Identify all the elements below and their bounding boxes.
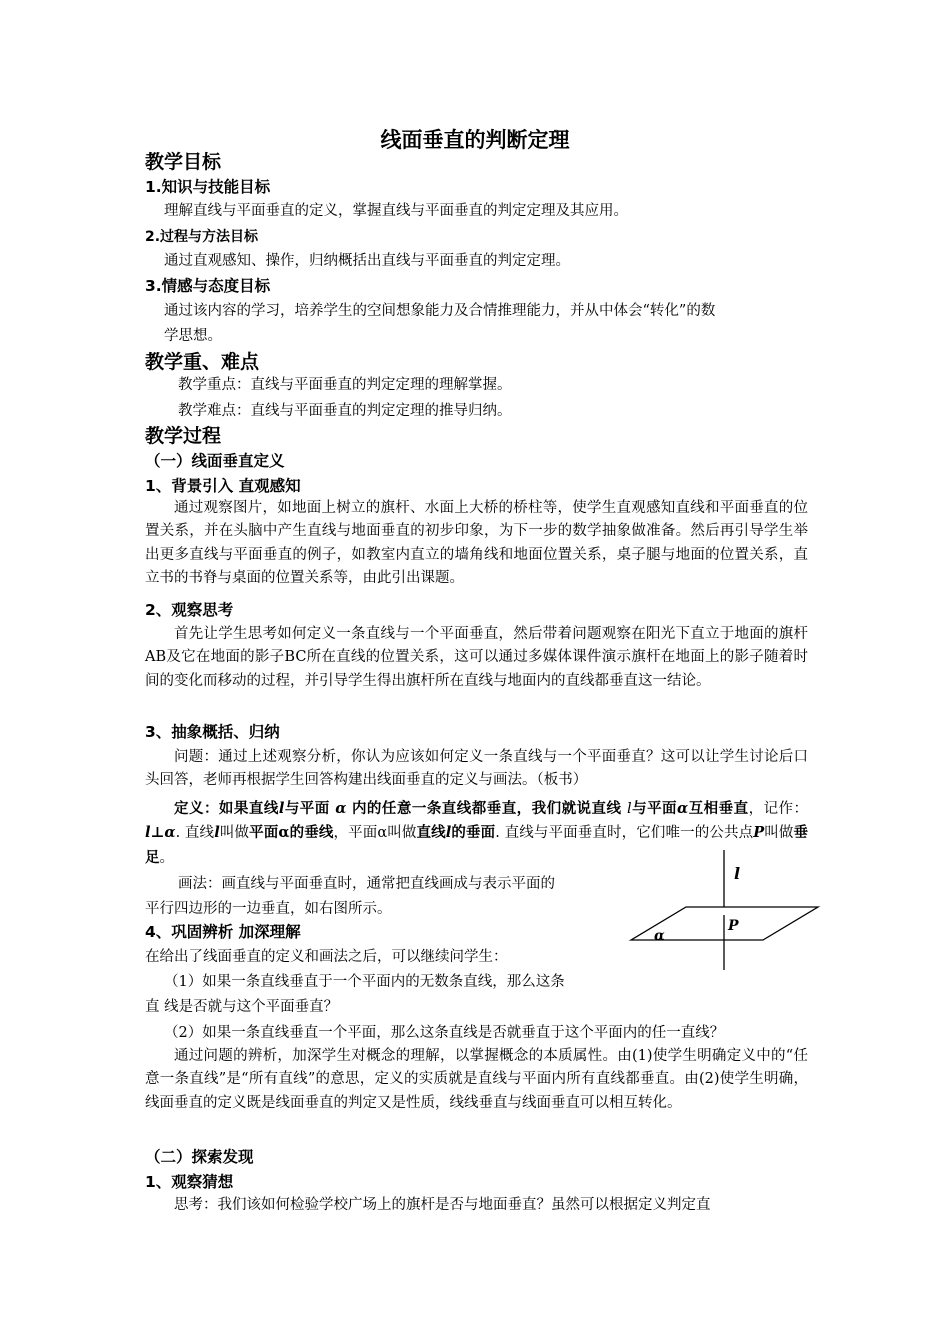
part-2-sub-1-heading: 1、观察猜想 <box>145 1173 234 1191</box>
sub-4-heading: 4、巩固辨析 加深理解 <box>145 923 301 941</box>
section-heading-goals: 教学目标 <box>145 151 222 173</box>
difficult-point-text: 教学难点：直线与平面垂直的判定定理的推导归纳。 <box>178 403 512 419</box>
definition-text: 与平面 <box>284 800 336 817</box>
symbol-l: l <box>278 800 285 817</box>
drawing-method-line2: 平行四边形的一边垂直，如右图所示。 <box>145 901 392 917</box>
definition-text: 内的任意一条直线都垂直，我们就说直线 <box>346 800 627 817</box>
key-point-text: 教学重点：直线与平面垂直的判定定理的理解掌握。 <box>178 377 512 393</box>
question-1-line1: （1）如果一条直线垂直于一个平面内的无数条直线，那么这条 <box>164 974 565 990</box>
sub-2-paragraph: 首先让学生思考如何定义一条直线与一个平面垂直，然后带着问题观察在阳光下直立于地面的旗杆AB及它在地面的影子BC所在直线的位置关系，这可以通过多媒体课件演示旗杆在地面上的影子随着时间的变化而移动的过程，并引导学生得出旗杆所在直线与地面内的直线都垂直这一结论。 <box>145 626 808 689</box>
symbol-l: l <box>214 824 220 842</box>
part-1-heading: （一）线面垂直定义 <box>145 452 285 470</box>
label-P: P <box>728 918 739 934</box>
goal-1-heading: 1.知识与技能目标 <box>145 178 271 196</box>
term-foot: 垂足 <box>145 824 809 866</box>
drawing-method-line1: 画法：画直线与平面垂直时，通常把直线画成与表示平面的 <box>178 876 555 892</box>
goal-3-heading: 3.情感与态度目标 <box>145 277 271 295</box>
definition-text: 与平面 <box>631 800 678 817</box>
sub-1-paragraph: 通过观察图片，如地面上树立的旗杆、水面上大桥的桥柱等，使学生直观感知直线和平面垂直的位置关系，并在头脑中产生直线与地面垂直的初步印象，为下一步的数学抽象做准备。然后再引导学生举出更多直线与平面垂直的例子，如教室内直立的墙角线和地面位置关系，桌子腿与地面的位置关系，直立书的书脊与桌面的位置关系等，由此引出课题。 <box>145 500 808 587</box>
sub-1-heading: 1、背景引入 直观感知 <box>145 477 301 495</box>
question-2: （2）如果一条直线垂直一个平面，那么这条直线是否就垂直于这个平面内的任一直线？ <box>164 1025 725 1041</box>
goal-3-text-line1: 通过该内容的学习，培养学生的空间想象能力及合情推理能力，并从中体会“转化”的数 <box>164 303 716 319</box>
term-perpendicular-plane: 的垂面 <box>451 824 496 842</box>
sub-4-paragraph: 通过问题的辨析，加深学生对概念的理解，以掌握概念的本质属性。由(1)使学生明确定义中的“任意一条直线”是“所有直线”的意思，定义的实质就是直线与平面内所有直线都垂直。由(2)使学生明确，线面垂直的定义既是线面垂直的判定又是性质，线线垂直与线面垂直可以相互转化。 <box>145 1048 808 1111</box>
question-1-line2: 直 线是否就与这个平面垂直？ <box>145 999 339 1015</box>
label-l: l <box>734 864 741 883</box>
definition-text: 叫做 <box>219 825 250 842</box>
sub-3-question-paragraph: 问题：通过上述观察分析，你认为应该如何定义一条直线与一个平面垂直？这可以让学生讨论后口头回答，老师再根据学生回答构建出线面垂直的定义与画法。（板书） <box>145 749 808 789</box>
definition-text: . 直线与平面垂直时，它们唯一的公共点 <box>495 825 754 842</box>
label-alpha: α <box>654 928 665 944</box>
symbol-P: P <box>753 824 765 842</box>
symbol-l: l <box>445 824 452 842</box>
definition-text: . 直线 <box>175 825 215 842</box>
section-heading-key-points: 教学重、难点 <box>145 351 260 373</box>
definition-text: 叫做 <box>764 825 794 842</box>
symbol-alpha: α <box>335 800 347 817</box>
part-2-heading: （二）探索发现 <box>145 1148 254 1166</box>
symbol-l: l <box>627 801 632 817</box>
term-perpendicular-plane: 直线 <box>416 824 446 842</box>
definition-text: 互相垂直 <box>688 800 749 817</box>
goal-2-heading: 2.过程与方法目标 <box>145 229 259 245</box>
goal-2-text: 通过直观感知、操作，归纳概括出直线与平面垂直的判定定理。 <box>164 253 570 269</box>
line-plane-perpendicular-figure <box>626 848 826 974</box>
definition-text: ，记作： <box>748 801 809 817</box>
sub-3-heading: 3、抽象概括、归纳 <box>145 723 280 741</box>
section-heading-process: 教学过程 <box>145 425 222 447</box>
goal-1-text: 理解直线与平面垂直的定义，掌握直线与平面垂直的判定定理及其应用。 <box>164 203 628 219</box>
definition-text: ，平面α叫做 <box>333 825 417 842</box>
definition-text: 定义：如果直线 <box>174 800 279 817</box>
perpendicular-notation: l⊥α <box>145 824 176 842</box>
term-perpendicular-line: 平面α的垂线 <box>249 824 334 842</box>
sub-2-heading: 2、观察思考 <box>145 601 234 619</box>
sub-4-intro: 在给出了线面垂直的定义和画法之后，可以继续问学生： <box>145 949 508 965</box>
goal-3-text-line2: 学思想。 <box>164 328 222 344</box>
document-title: 线面垂直的判断定理 <box>380 128 570 152</box>
part-2-sub-1-paragraph: 思考：我们该如何检验学校广场上的旗杆是否与地面垂直？虽然可以根据定义判定直 <box>174 1197 711 1213</box>
definition-text: 。 <box>159 849 174 866</box>
symbol-alpha: α <box>677 800 689 817</box>
